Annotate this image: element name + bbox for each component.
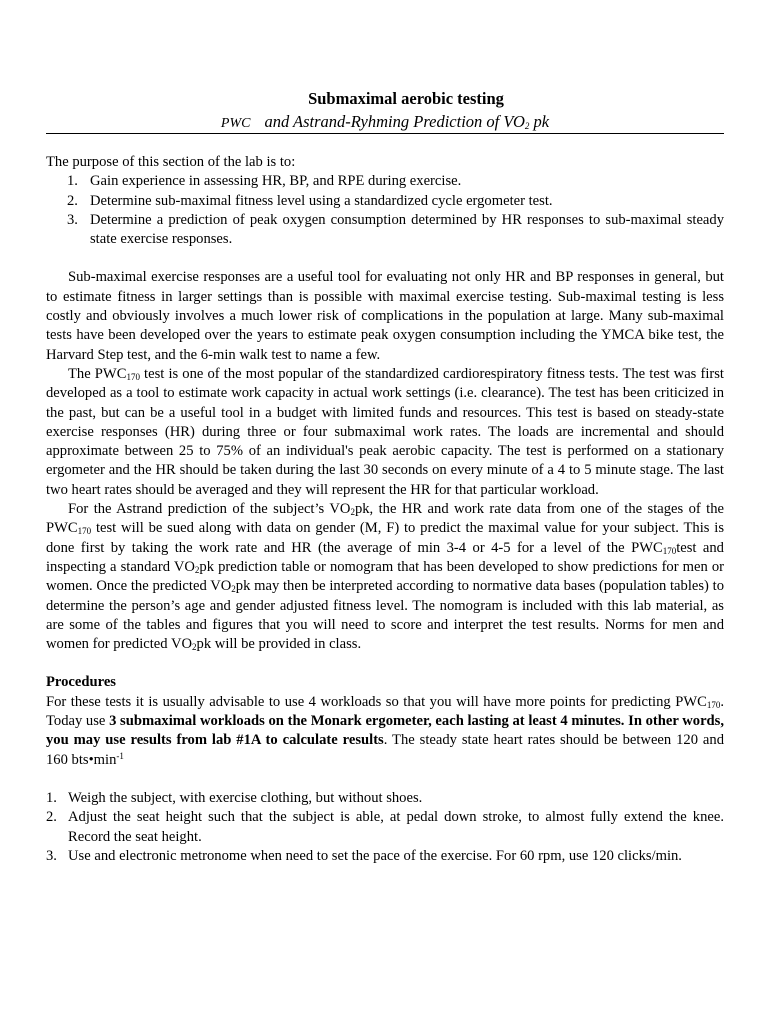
para2-subscript: 170 — [126, 371, 140, 382]
purpose-list — [46, 172, 724, 249]
subtitle-pwc: PWC — [220, 116, 251, 131]
page-title: Submaximal aerobic testing — [308, 89, 504, 108]
proc-bold-text: 3 submaximal workloads on the Monark ergometer, each lasting at least 4 minutes. In other words, you may use results from lab #1A to calculate results — [46, 713, 724, 749]
procedures-heading — [46, 673, 724, 692]
spacer — [46, 654, 724, 673]
document-body — [46, 153, 724, 866]
spacer — [46, 249, 724, 268]
list-item — [46, 172, 724, 191]
procedures-heading-text: Procedures — [46, 674, 116, 691]
para3-subscript-3: 170 — [662, 545, 677, 556]
list-item-number: 1. — [46, 789, 57, 806]
list-item-number: 2. — [67, 192, 78, 209]
list-item-text: Determine sub-maximal fitness level using a standardized cycle ergometer test. — [90, 192, 553, 209]
subtitle-tail: pk — [529, 112, 550, 131]
para3-text-f: pk may then be interpreted according to normative data bases (population tables) to determine the person’s age and gender adjusted fitness level. The nomogram is included with this lab material, as are some of the tables and figures that you will need to score and interpret the test results. Norms for men and women for predicted VO — [46, 578, 724, 653]
para3-subscript-1: 2 — [350, 507, 355, 518]
spacer — [46, 770, 724, 789]
list-item-text: Determine a prediction of peak oxygen consumption determined by HR responses to sub-maximal steady state exercise responses. — [90, 211, 724, 248]
list-item — [46, 808, 724, 847]
subtitle-subscript: 2 — [524, 121, 530, 131]
list-item-text: Adjust the seat height such that the subject is able, at pedal down stroke, to almost fully extend the knee. Record the seat height. — [68, 809, 724, 845]
list-item-number: 2. — [46, 809, 57, 826]
proc-subscript: 170 — [706, 699, 721, 710]
para3-subscript-2: 170 — [77, 526, 92, 537]
list-item-number: 1. — [67, 173, 78, 190]
intro-text: The purpose of this section of the lab is to: — [46, 154, 296, 170]
para3-text-c: test will be sued along with data on gender (M, F) to predict the maximal value for your subject. This is done first by taking the work rate and HR (the average of min 3-4 or 4-5 for a level of the PWC — [46, 520, 724, 556]
proc-superscript: -1 — [116, 750, 124, 761]
para3-subscript-5: 2 — [231, 584, 236, 595]
paragraph-submaximal-overview: Sub-maximal exercise responses are a useful tool for evaluating not only HR and BP responses in general, but to estimate fitness in larger settings than is possible with maximal exercise testing. Sub-maximal testing is less costly and obviously involves a much lower risk of complications in the population at large. Many sub-maximal tests have been developed over the years to estimate peak oxygen consumption including the YMCA bike test, the Harvard Step test, and the 6-min walk test to name a few. — [46, 269, 724, 363]
list-item — [46, 192, 724, 211]
para3-text-a: For the Astrand prediction of the subject’s VO — [68, 501, 351, 518]
title-divider — [46, 133, 724, 134]
procedure-list — [46, 789, 724, 866]
proc-text-b: . Today use — [46, 693, 724, 730]
para3-subscript-4: 2 — [194, 564, 200, 575]
para2-text-b: test is one of the most popular of the standardized cardiorespiratory fitness tests. The test was first developed as a tool to estimate work capacity in actual work settings (i.e. clearance). The test has been criticized in the past, but can be a useful tool in a budget with limited funds and resources. This test is based on steady-state exercise responses (HR) during three or four submaximal work rates. The loads are incremental and should approximate between 25 to 75% of an individual's peak aerobic capacity. The test is performed on a stationary ergometer and the HR should be taken during the last 30 seconds on every minute of a 4 to 5 minute stage. The last two heart rates should be averaged and they will represent the HR for that particular workload. — [46, 365, 724, 498]
para3-text-b: pk, the HR and work rate data from one of the stages of the PWC — [46, 501, 725, 537]
proc-text-a: For these tests it is usually advisable to use 4 workloads so that you will have more points for predicting PWC — [46, 693, 707, 710]
paragraph-pwc170 — [46, 365, 724, 500]
list-item — [46, 789, 724, 808]
para3-text-d: test and inspecting a standard VO — [46, 539, 724, 575]
para3-text-g: pk will be provided in class. — [196, 636, 362, 653]
paragraph-astrand — [46, 500, 724, 654]
para3-text-e: pk prediction table or nomogram that has been developed to show predictions for men or women. Once the predicted VO — [46, 558, 724, 595]
paragraph-procedures — [46, 693, 724, 770]
list-item — [46, 847, 724, 866]
list-item-text: Gain experience in assessing HR, BP, and RPE during exercise. — [90, 173, 462, 190]
list-item-text: Use and electronic metronome when need to set the pace of the exercise. For 60 rpm, use 120 clicks/min. — [68, 847, 682, 864]
proc-text-c: . The steady state heart rates should be between 120 and 160 bts•min — [46, 732, 724, 768]
list-item — [46, 211, 724, 250]
list-item-text: Weigh the subject, with exercise clothing, but without shoes. — [68, 789, 423, 806]
para2-text-a: The PWC — [68, 365, 127, 382]
list-item-number: 3. — [67, 211, 78, 228]
para3-subscript-6: 2 — [192, 642, 197, 653]
page-subtitle — [46, 112, 724, 132]
subtitle-text: and Astrand-Ryhming Prediction of VO — [264, 112, 525, 131]
list-item-number: 3. — [46, 847, 57, 864]
